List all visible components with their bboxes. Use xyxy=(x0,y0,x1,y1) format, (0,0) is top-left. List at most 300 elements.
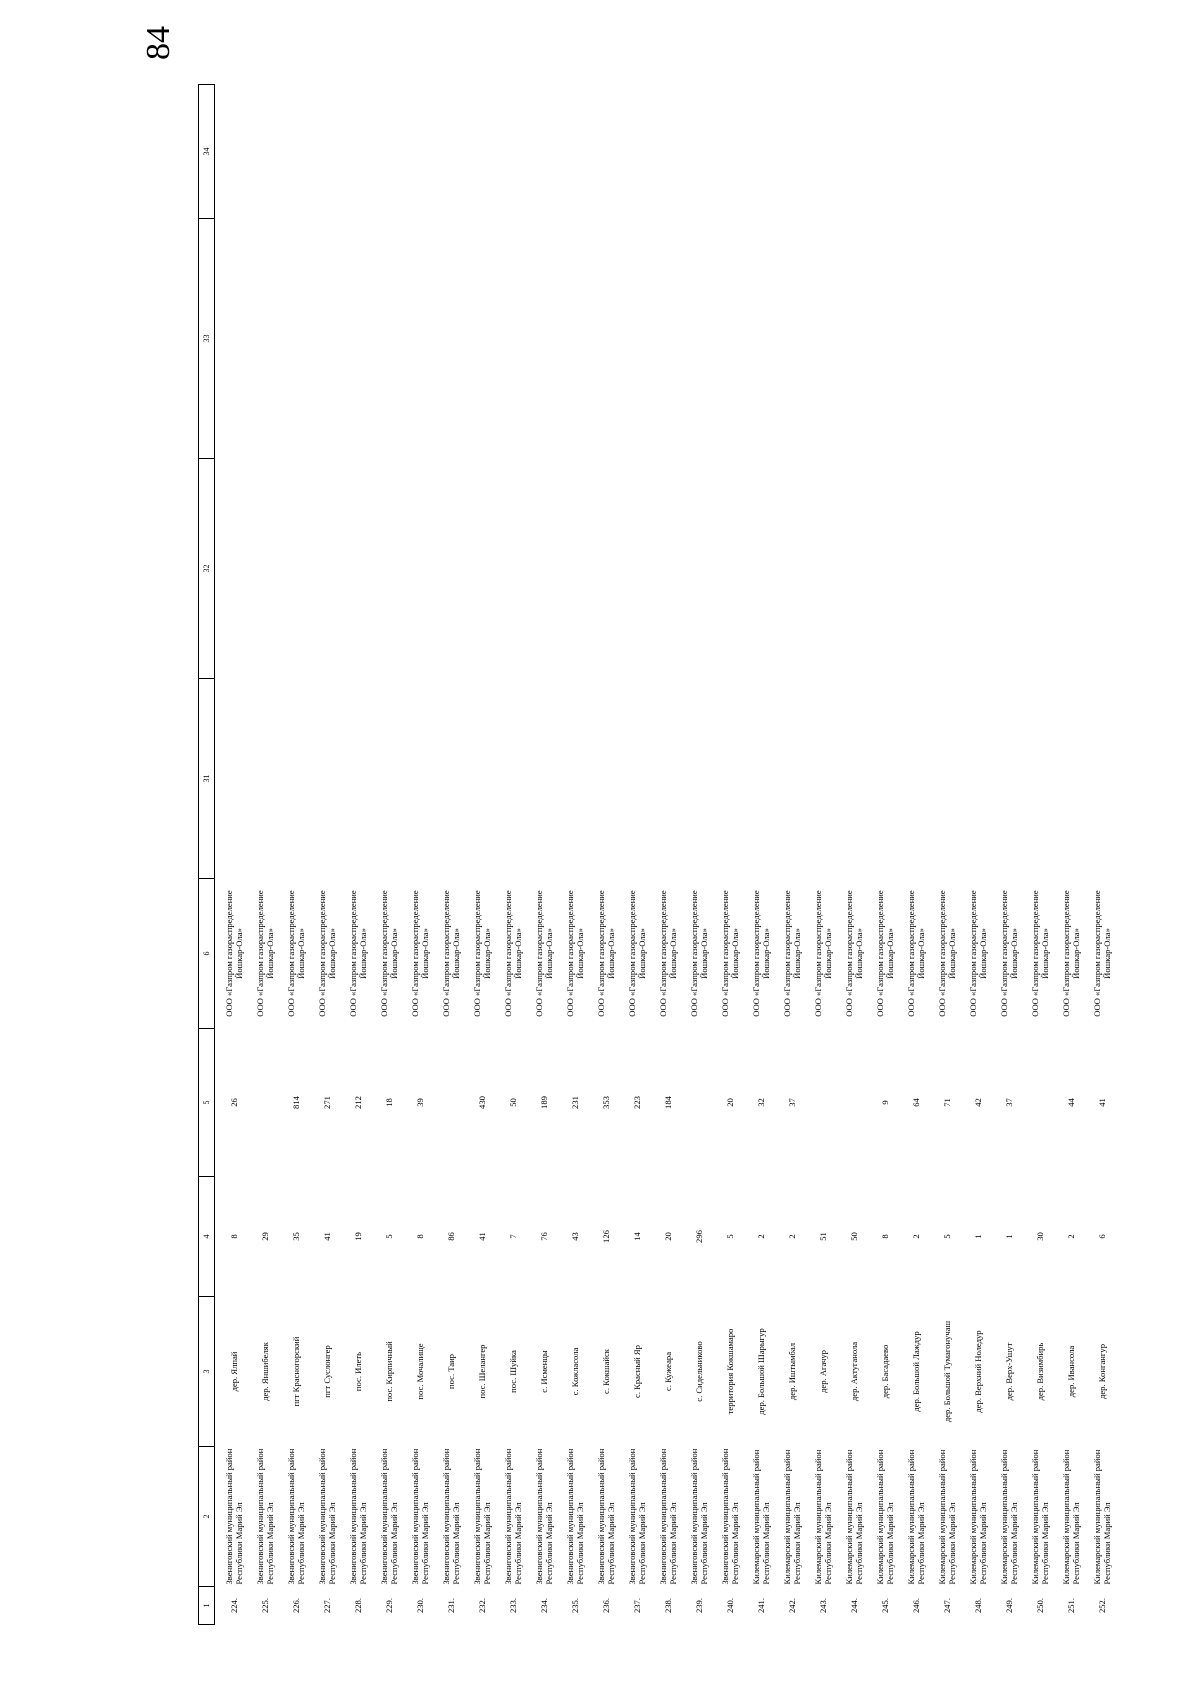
empty-cell xyxy=(343,219,374,459)
header-col-1: 1 xyxy=(199,1587,215,1625)
value-col5-cell: 430 xyxy=(476,1096,487,1109)
value-col5-cell: 212 xyxy=(352,1096,363,1109)
value-col5-cell: 231 xyxy=(569,1096,580,1109)
empty-cell xyxy=(653,219,684,459)
empty-cell xyxy=(436,219,467,459)
value-col4-cell: 19 xyxy=(352,1232,363,1241)
organization-cell: ООО «Газпром газораспределение Йошкар-Ола» xyxy=(719,890,740,1017)
empty-cell xyxy=(374,219,405,459)
empty-cell xyxy=(994,85,1025,219)
header-row xyxy=(199,85,215,1625)
empty-cell xyxy=(312,219,343,459)
empty-cell xyxy=(312,459,343,679)
organization-cell: ООО «Газпром газораспределение Йошкар-Ола» xyxy=(285,890,306,1017)
value-col5-cell: 189 xyxy=(538,1096,549,1109)
table-row xyxy=(529,85,560,1625)
empty-cell xyxy=(312,85,343,219)
empty-cell xyxy=(215,219,251,459)
organization-cell: ООО «Газпром газораспределение Йошкар-Ола» xyxy=(316,890,337,1017)
value-col5-cell: 26 xyxy=(228,1098,239,1107)
value-col5-cell xyxy=(1025,1029,1056,1177)
value-col5-cell: 223 xyxy=(631,1096,642,1109)
empty-cell xyxy=(963,459,994,679)
settlement-cell: с. Сидельниково xyxy=(693,1341,704,1402)
settlement-cell: дер. Иштымбал xyxy=(786,1342,797,1401)
empty-cell xyxy=(746,85,777,219)
district-cell: Килемарский муниципальный район Республики Марий Эл xyxy=(998,1449,1019,1585)
table-row xyxy=(436,85,467,1625)
value-col4-cell: 86 xyxy=(445,1232,456,1241)
district-cell: Звениговский муниципальный район Республики Марий Эл xyxy=(440,1448,461,1585)
district-cell: Килемарский муниципальный район Республики Марий Эл xyxy=(936,1449,957,1585)
empty-cell xyxy=(1056,85,1087,219)
district-cell: Звениговский муниципальный район Республики Марий Эл xyxy=(626,1448,647,1585)
value-col4-cell: 126 xyxy=(600,1230,611,1243)
value-col5-cell: 184 xyxy=(662,1096,673,1109)
district-cell: Звениговский муниципальный район Республики Марий Эл xyxy=(223,1448,244,1585)
district-cell: Килемарский муниципальный район Республики Марий Эл xyxy=(874,1449,895,1585)
value-col4-cell: 5 xyxy=(941,1234,952,1239)
settlement-cell: дер. Большой Шарыгур xyxy=(755,1328,766,1415)
header-col-6: 6 xyxy=(199,879,215,1029)
value-col5-cell: 42 xyxy=(972,1098,983,1107)
table-row xyxy=(1025,85,1056,1625)
table-row xyxy=(405,85,436,1625)
table-row xyxy=(715,85,746,1625)
empty-cell xyxy=(374,459,405,679)
empty-cell xyxy=(215,85,251,219)
value-col5-cell: 44 xyxy=(1065,1098,1076,1107)
organization-cell: ООО «Газпром газораспределение Йошкар-Ола» xyxy=(471,890,492,1017)
empty-cell xyxy=(591,679,622,879)
empty-cell xyxy=(467,459,498,679)
empty-cell xyxy=(215,459,251,679)
district-cell: Звениговский муниципальный район Республики Марий Эл xyxy=(347,1448,368,1585)
district-cell: Килемарский муниципальный район Республики Марий Эл xyxy=(1091,1449,1112,1585)
organization-cell: ООО «Газпром газораспределение Йошкар-Ола» xyxy=(781,890,802,1017)
row-number: 238. xyxy=(662,1597,673,1614)
settlement-cell: территория Кокшамаро xyxy=(724,1328,735,1415)
row-number: 240. xyxy=(724,1597,735,1614)
table-row xyxy=(653,85,684,1625)
settlement-cell: пгт Красногорский xyxy=(290,1336,301,1407)
empty-cell xyxy=(870,459,901,679)
empty-cell xyxy=(839,219,870,459)
district-cell: Звениговский муниципальный район Республики Марий Эл xyxy=(533,1448,554,1585)
row-number: 248. xyxy=(972,1597,983,1614)
empty-cell xyxy=(994,679,1025,879)
empty-cell xyxy=(746,459,777,679)
settlement-cell: дер. Визимбирь xyxy=(1034,1342,1045,1401)
header-col-31: 31 xyxy=(199,679,215,879)
settlement-cell: дер. Большой Лаждур xyxy=(910,1331,921,1412)
table-row xyxy=(963,85,994,1625)
empty-cell xyxy=(622,85,653,219)
empty-cell xyxy=(250,85,281,219)
district-cell: Звениговский муниципальный район Республики Марий Эл xyxy=(502,1448,523,1585)
empty-cell xyxy=(932,459,963,679)
empty-cell xyxy=(808,679,839,879)
district-cell: Килемарский муниципальный район Республики Марий Эл xyxy=(1029,1449,1050,1585)
settlement-cell: дер. Агачур xyxy=(817,1350,828,1393)
district-cell: Звениговский муниципальный район Республики Марий Эл xyxy=(564,1448,585,1585)
organization-cell: ООО «Газпром газораспределение Йошкар-Ола» xyxy=(967,890,988,1017)
value-col4-cell: 2 xyxy=(1065,1234,1076,1239)
empty-cell xyxy=(777,85,808,219)
value-col5-cell: 18 xyxy=(383,1098,394,1107)
organization-cell: ООО «Газпром газораспределение Йошкар-Ола» xyxy=(750,890,771,1017)
table-row xyxy=(684,85,715,1625)
empty-cell xyxy=(1025,85,1056,219)
organization-cell: ООО «Газпром газораспределение Йошкар-Ола» xyxy=(564,890,585,1017)
empty-cell xyxy=(963,679,994,879)
value-col5-cell xyxy=(250,1029,281,1177)
organization-cell: ООО «Газпром газораспределение Йошкар-Ола» xyxy=(626,890,647,1017)
organization-cell: ООО «Газпром газораспределение Йошкар-Ола» xyxy=(347,890,368,1017)
settlement-cell: пос. Таир xyxy=(445,1354,456,1389)
empty-cell xyxy=(591,85,622,219)
table-row xyxy=(746,85,777,1625)
empty-cell xyxy=(777,459,808,679)
empty-cell xyxy=(963,219,994,459)
empty-cell xyxy=(622,219,653,459)
settlement-cell: дер. Ялпай xyxy=(228,1351,239,1392)
empty-cell xyxy=(901,459,932,679)
empty-cell xyxy=(1087,85,1118,219)
district-cell: Килемарский муниципальный район Республики Марий Эл xyxy=(781,1449,802,1585)
header-col-3: 3 xyxy=(199,1297,215,1447)
value-col4-cell: 35 xyxy=(290,1232,301,1241)
empty-cell xyxy=(343,85,374,219)
empty-cell xyxy=(591,459,622,679)
value-col4-cell: 5 xyxy=(724,1234,735,1239)
table-row xyxy=(901,85,932,1625)
empty-cell xyxy=(870,219,901,459)
table-row xyxy=(1087,85,1118,1625)
empty-cell xyxy=(560,459,591,679)
organization-cell: ООО «Газпром газораспределение Йошкар-Ола» xyxy=(1029,890,1050,1017)
empty-cell xyxy=(1025,219,1056,459)
empty-cell xyxy=(715,459,746,679)
organization-cell: ООО «Газпром газораспределение Йошкар-Ола» xyxy=(378,890,399,1017)
empty-cell xyxy=(467,679,498,879)
organization-cell: ООО «Газпром газораспределение Йошкар-Ола» xyxy=(223,890,244,1017)
empty-cell xyxy=(405,679,436,879)
organization-cell: ООО «Газпром газораспределение Йошкар-Ола» xyxy=(874,890,895,1017)
table-row xyxy=(994,85,1025,1625)
empty-cell xyxy=(498,85,529,219)
district-cell: Звениговский муниципальный район Республики Марий Эл xyxy=(378,1448,399,1585)
empty-cell xyxy=(250,219,281,459)
header-col-5: 5 xyxy=(199,1029,215,1177)
empty-cell xyxy=(808,459,839,679)
empty-cell xyxy=(653,459,684,679)
empty-cell xyxy=(498,459,529,679)
empty-cell xyxy=(467,85,498,219)
settlement-cell: дер. Конгангур xyxy=(1096,1343,1107,1400)
empty-cell xyxy=(281,679,312,879)
row-number: 249. xyxy=(1003,1597,1014,1614)
organization-cell: ООО «Газпром газораспределение Йошкар-Ола» xyxy=(1091,890,1112,1017)
value-col5-cell: 20 xyxy=(724,1098,735,1107)
empty-cell xyxy=(715,219,746,459)
row-number: 234. xyxy=(538,1597,549,1614)
empty-cell xyxy=(343,679,374,879)
organization-cell: ООО «Газпром газораспределение Йошкар-Ола» xyxy=(843,890,864,1017)
table-row xyxy=(374,85,405,1625)
empty-cell xyxy=(467,219,498,459)
settlement-cell: пос. Мочалище xyxy=(414,1343,425,1400)
value-col4-cell: 296 xyxy=(693,1230,704,1243)
value-col5-cell: 37 xyxy=(1003,1098,1014,1107)
settlement-cell: пос. Кирпичный xyxy=(383,1341,394,1402)
row-number: 231. xyxy=(445,1597,456,1614)
value-col4-cell: 8 xyxy=(228,1234,239,1239)
empty-cell xyxy=(653,85,684,219)
organization-cell: ООО «Газпром газораспределение Йошкар-Ола» xyxy=(812,890,833,1017)
district-cell: Звениговский муниципальный район Республики Марий Эл xyxy=(316,1448,337,1585)
value-col4-cell: 76 xyxy=(538,1232,549,1241)
empty-cell xyxy=(560,85,591,219)
table-row xyxy=(215,85,251,1625)
value-col5-cell: 64 xyxy=(910,1098,921,1107)
table-row xyxy=(1056,85,1087,1625)
organization-cell: ООО «Газпром газораспределение Йошкар-Ола» xyxy=(502,890,523,1017)
row-number: 228. xyxy=(352,1597,363,1614)
settlement-cell: дер. Большой Тумагонучаш xyxy=(941,1320,952,1423)
empty-cell xyxy=(436,85,467,219)
empty-cell xyxy=(839,85,870,219)
district-cell: Килемарский муниципальный район Республики Марий Эл xyxy=(905,1449,926,1585)
empty-cell xyxy=(932,85,963,219)
value-col5-cell: 32 xyxy=(755,1098,766,1107)
value-col5-cell xyxy=(436,1029,467,1177)
table-row xyxy=(250,85,281,1625)
value-col4-cell: 20 xyxy=(662,1232,673,1241)
rotated-table-container xyxy=(198,85,1112,1625)
table-row xyxy=(343,85,374,1625)
empty-cell xyxy=(343,459,374,679)
district-cell: Звениговский муниципальный район Республики Марий Эл xyxy=(719,1448,740,1585)
settlement-cell: пгт Суслонгер xyxy=(321,1345,332,1398)
empty-cell xyxy=(1087,459,1118,679)
district-cell: Килемарский муниципальный район Республики Марий Эл xyxy=(812,1449,833,1585)
settlement-cell: с. Кокшайск xyxy=(600,1349,611,1394)
value-col4-cell: 14 xyxy=(631,1232,642,1241)
value-col5-cell xyxy=(808,1029,839,1177)
empty-cell xyxy=(1025,459,1056,679)
district-cell: Звениговский муниципальный район Республики Марий Эл xyxy=(285,1448,306,1585)
empty-cell xyxy=(870,679,901,879)
table-row xyxy=(622,85,653,1625)
table-row xyxy=(467,85,498,1625)
empty-cell xyxy=(932,679,963,879)
table-row xyxy=(808,85,839,1625)
settlement-cell: с. Исменцы xyxy=(538,1350,549,1393)
empty-cell xyxy=(1056,679,1087,879)
value-col4-cell: 8 xyxy=(414,1234,425,1239)
district-cell: Звениговский муниципальный район Республики Марий Эл xyxy=(409,1448,430,1585)
row-number: 235. xyxy=(569,1597,580,1614)
value-col4-cell: 1 xyxy=(1003,1234,1014,1239)
empty-cell xyxy=(684,459,715,679)
value-col4-cell: 2 xyxy=(755,1234,766,1239)
value-col4-cell: 5 xyxy=(383,1234,394,1239)
row-number: 229. xyxy=(383,1597,394,1614)
value-col5-cell: 353 xyxy=(600,1096,611,1109)
empty-cell xyxy=(529,219,560,459)
empty-cell xyxy=(994,459,1025,679)
empty-cell xyxy=(901,85,932,219)
row-number: 242. xyxy=(786,1597,797,1614)
empty-cell xyxy=(715,679,746,879)
row-number: 237. xyxy=(631,1597,642,1614)
empty-cell xyxy=(932,219,963,459)
empty-cell xyxy=(281,219,312,459)
district-cell: Килемарский муниципальный район Республики Марий Эл xyxy=(843,1449,864,1585)
header-col-34: 34 xyxy=(199,85,215,219)
empty-cell xyxy=(529,459,560,679)
header-col-4: 4 xyxy=(199,1177,215,1297)
organization-cell: ООО «Газпром газораспределение Йошкар-Ола» xyxy=(657,890,678,1017)
table-row xyxy=(870,85,901,1625)
empty-cell xyxy=(560,219,591,459)
table-row xyxy=(498,85,529,1625)
value-col4-cell: 41 xyxy=(476,1232,487,1241)
empty-cell xyxy=(250,679,281,879)
empty-cell xyxy=(215,679,251,879)
empty-cell xyxy=(622,459,653,679)
empty-cell xyxy=(560,679,591,879)
district-cell: Килемарский муниципальный район Республики Марий Эл xyxy=(750,1449,771,1585)
table-row xyxy=(839,85,870,1625)
empty-cell xyxy=(901,679,932,879)
header-col-2: 2 xyxy=(199,1447,215,1587)
empty-cell xyxy=(374,679,405,879)
empty-cell xyxy=(1056,219,1087,459)
value-col4-cell: 6 xyxy=(1096,1234,1107,1239)
empty-cell xyxy=(529,679,560,879)
empty-cell xyxy=(1025,679,1056,879)
row-number: 241. xyxy=(755,1597,766,1614)
settlement-cell: с. Красный Яр xyxy=(631,1345,642,1398)
value-col5-cell xyxy=(839,1029,870,1177)
value-col4-cell: 7 xyxy=(507,1234,518,1239)
empty-cell xyxy=(1056,459,1087,679)
row-number: 246. xyxy=(910,1597,921,1614)
header-col-33: 33 xyxy=(199,219,215,459)
organization-cell: ООО «Газпром газораспределение Йошкар-Ола» xyxy=(440,890,461,1017)
district-cell: Звениговский муниципальный район Республики Марий Эл xyxy=(657,1448,678,1585)
organization-cell: ООО «Газпром газораспределение Йошкар-Ола» xyxy=(905,890,926,1017)
row-number: 250. xyxy=(1034,1597,1045,1614)
empty-cell xyxy=(405,459,436,679)
district-cell: Звениговский муниципальный район Республики Марий Эл xyxy=(688,1448,709,1585)
value-col5-cell: 71 xyxy=(941,1098,952,1107)
empty-cell xyxy=(405,219,436,459)
empty-cell xyxy=(374,85,405,219)
table-row xyxy=(312,85,343,1625)
table-body xyxy=(215,85,1119,1625)
district-cell: Звениговский муниципальный район Республики Марий Эл xyxy=(471,1448,492,1585)
row-number: 233. xyxy=(507,1597,518,1614)
empty-cell xyxy=(250,459,281,679)
row-number: 227. xyxy=(321,1597,332,1614)
organization-cell: ООО «Газпром газораспределение Йошкар-Ола» xyxy=(409,890,430,1017)
organization-cell: ООО «Газпром газораспределение Йошкар-Ола» xyxy=(998,890,1019,1017)
empty-cell xyxy=(436,679,467,879)
organization-cell: ООО «Газпром газораспределение Йошкар-Ола» xyxy=(1060,890,1081,1017)
value-col5-cell: 9 xyxy=(879,1100,890,1105)
settlement-cell: дер. Актуганола xyxy=(848,1341,859,1402)
organization-cell: ООО «Газпром газораспределение Йошкар-Ола» xyxy=(688,890,709,1017)
empty-cell xyxy=(312,679,343,879)
value-col4-cell: 8 xyxy=(879,1234,890,1239)
table-row xyxy=(777,85,808,1625)
header-col-32: 32 xyxy=(199,459,215,679)
value-col5-cell xyxy=(684,1029,715,1177)
organization-cell: ООО «Газпром газораспределение Йошкар-Ола» xyxy=(254,890,275,1017)
empty-cell xyxy=(963,85,994,219)
empty-cell xyxy=(839,459,870,679)
settlement-cell: дер. Басадаево xyxy=(879,1344,890,1399)
page-number: 84 xyxy=(140,26,177,60)
data-table xyxy=(198,84,1118,1625)
settlement-cell: дер. Ивансола xyxy=(1065,1345,1076,1398)
row-number: 243. xyxy=(817,1597,828,1614)
row-number: 236. xyxy=(600,1597,611,1614)
row-number: 247. xyxy=(941,1597,952,1614)
row-number: 244. xyxy=(848,1597,859,1614)
value-col4-cell: 1 xyxy=(972,1234,983,1239)
table-row xyxy=(591,85,622,1625)
empty-cell xyxy=(777,219,808,459)
empty-cell xyxy=(529,85,560,219)
settlement-cell: дер. Верхний Ноледур xyxy=(972,1330,983,1413)
empty-cell xyxy=(1087,219,1118,459)
table-row xyxy=(560,85,591,1625)
empty-cell xyxy=(808,219,839,459)
empty-cell xyxy=(622,679,653,879)
row-number: 232. xyxy=(476,1597,487,1614)
row-number: 245. xyxy=(879,1597,890,1614)
empty-cell xyxy=(498,679,529,879)
row-number: 224. xyxy=(228,1597,239,1614)
settlement-cell: дер. Верх-Ушут xyxy=(1003,1342,1014,1401)
value-col4-cell: 2 xyxy=(786,1234,797,1239)
organization-cell: ООО «Газпром газораспределение Йошкар-Ола» xyxy=(533,890,554,1017)
empty-cell xyxy=(684,679,715,879)
district-cell: Звениговский муниципальный район Республики Марий Эл xyxy=(254,1448,275,1585)
settlement-cell: дер. Яншибеляк xyxy=(259,1342,270,1401)
row-number: 239. xyxy=(693,1597,704,1614)
value-col4-cell: 29 xyxy=(259,1232,270,1241)
settlement-cell: пос. Илеть xyxy=(352,1351,363,1392)
value-col5-cell: 814 xyxy=(290,1096,301,1109)
value-col4-cell: 51 xyxy=(817,1232,828,1241)
organization-cell: ООО «Газпром газораспределение Йошкар-Ола» xyxy=(936,890,957,1017)
empty-cell xyxy=(684,85,715,219)
settlement-cell: с. Кожласола xyxy=(569,1347,580,1396)
row-number: 251. xyxy=(1065,1597,1076,1614)
empty-cell xyxy=(498,219,529,459)
district-cell: Килемарский муниципальный район Республики Марий Эл xyxy=(1060,1449,1081,1585)
district-cell: Килемарский муниципальный район Республики Марий Эл xyxy=(967,1449,988,1585)
table-row xyxy=(281,85,312,1625)
value-col4-cell: 41 xyxy=(321,1232,332,1241)
value-col4-cell: 30 xyxy=(1034,1232,1045,1241)
empty-cell xyxy=(684,219,715,459)
